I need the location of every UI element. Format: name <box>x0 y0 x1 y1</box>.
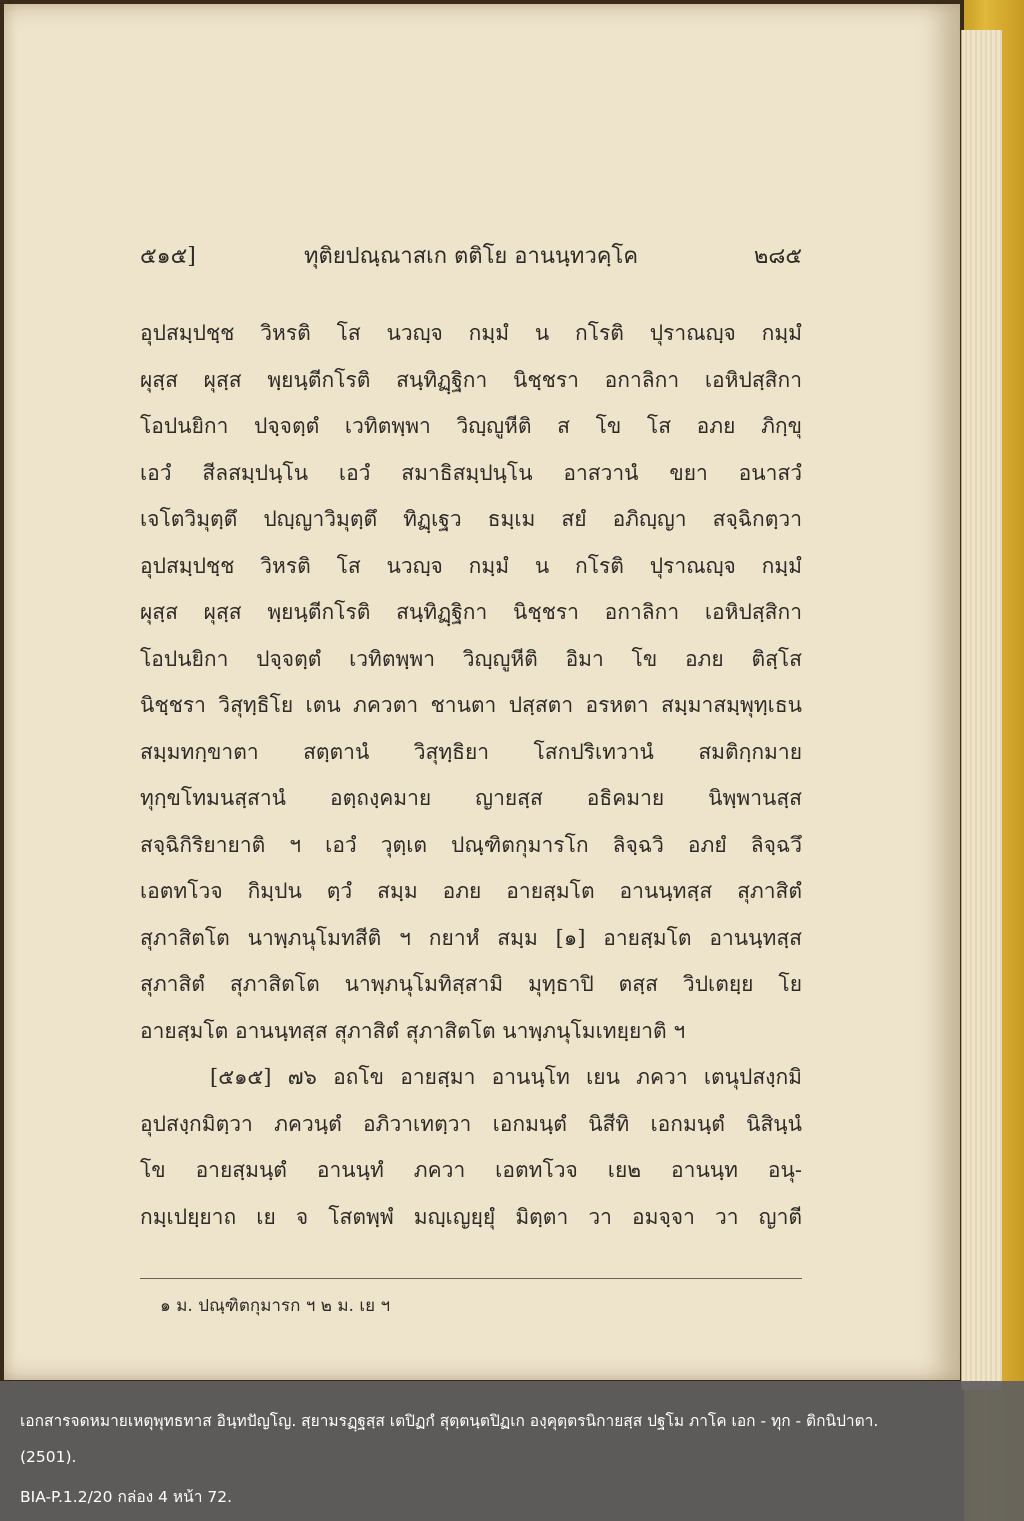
text-line: เอวํ สีลสมฺปนฺโน เอวํ สมาธิสมฺปนฺโน อาสวานํ ขยา อนาสวํ <box>140 460 802 485</box>
text-line: เอตทโวจ กิมฺปน ตฺวํ สมฺม อภย อายสฺมโต อานนฺทสฺส สุภาสิตํ <box>140 879 802 903</box>
text-line-paragraph-start: [๕๑๕] ๗๖ อถโข อายสฺมา อานนฺโท เยน ภควา เตนุปสงฺกมิ <box>210 1065 802 1089</box>
footnote-divider <box>140 1278 802 1279</box>
text-line: อุปสมฺปชฺช วิหรติ โส นวญฺจ กมฺมํ น กโรติ ปุราณญฺจ กมฺมํ <box>140 553 802 578</box>
text-line: กมฺเปยฺยาถ เย จ โสตพฺพํ มญฺเญยฺยุํ มิตฺตา วา อมจฺจา วา ญาตี <box>140 1204 802 1229</box>
text-line: อายสฺมโต อานนฺทสฺส สุภาสิตํ สุภาสิตโต นาพฺภนุโมเทยฺยาติ ฯ <box>140 1018 686 1043</box>
text-line: สมฺมทกฺขาตา สตฺตานํ วิสุทฺธิยา โสกปริเทวานํ สมติกฺกมาย <box>140 739 802 764</box>
page-edges <box>961 30 1002 1390</box>
text-line: ผุสฺส ผุสฺส พฺยนฺตีกโรติ สนฺทิฏฺฐิกา นิชฺชรา อกาลิกา เอหิปสฺสิกา <box>140 600 802 624</box>
archive-caption <box>0 1381 1024 1521</box>
caption-title: เอกสารจดหมายเหตุพุทธทาส อินฺทปัญโญ. สฺยามรฏฺฐสฺส เตปิฏกํ สุตฺตนฺตปิฏเก องฺคุตฺตรนิกายสฺส ปฐโม ภาโค เอก - ทุก - ติกนิปาตา. <box>20 1412 879 1430</box>
footnote: ๑ ม. ปณฺฑิตกุมารก ฯ ๒ ม. เย ฯ <box>160 1296 391 1316</box>
text-line: โข อายสฺมนฺตํ อานนฺทํ ภควา เอตทโวจ เย๒ อานนฺท อนุ- <box>140 1158 802 1182</box>
text-line: เจโตวิมุตฺตึ ปญฺญาวิมุตฺตึ ทิฏฺเฐว ธมฺเม สยํ อภิญฺญา สจฺฉิกตฺวา <box>140 507 802 531</box>
running-header <box>140 238 802 278</box>
text-line: โอปนยิกา ปจฺจตฺตํ เวทิตพฺพา วิญฺญูหีติ อิมา โข อภย ติสฺโส <box>140 646 802 671</box>
header-section-number: ๕๑๕] <box>140 244 196 269</box>
text-line: สุภาสิตํ สุภาสิตโต นาพฺภนุโมทิสฺสามิ มุทฺธาปิ ตสฺส วิปเตยฺย โย <box>140 972 802 996</box>
caption-reference: BIA-P.1.2/20 กล่อง 4 หน้า 72. <box>20 1488 233 1506</box>
caption-year: (2501). <box>20 1448 77 1466</box>
text-line: สุภาสิตโต นาพฺภนุโมทสีติ ฯ กยาหํ สมฺม [๑] อายสฺมโต อานนฺทสฺส <box>140 925 802 950</box>
text-line: นิชฺชรา วิสุทฺธิโย เตน ภควตา ชานตา ปสฺสตา อรหตา สมฺมาสมฺพุทฺเธน <box>140 693 802 717</box>
text-line: ทุกฺขโทมนสฺสานํ อตฺถงฺคมาย ญายสฺส อธิคมาย นิพฺพานสฺส <box>140 786 802 810</box>
text-line: สจฺฉิกิริยายาติ ฯ เอวํ วุตฺเต ปณฺฑิตกุมารโก ลิจฺฉวิ อภยํ ลิจฺฉวึ <box>140 832 802 857</box>
body-text <box>140 310 802 1240</box>
text-line: อุปสงฺกมิตฺวา ภควนฺตํ อภิวาเทตฺวา เอกมนฺตํ นิสีทิ เอกมนฺตํ นิสินฺนํ <box>140 1111 802 1136</box>
text-line: ผุสฺส ผุสฺส พฺยนฺตีกโรติ สนฺทิฏฺฐิกา นิชฺชรา อกาลิกา เอหิปสฺสิกา <box>140 367 802 392</box>
text-line: โอปนยิกา ปจฺจตฺตํ เวทิตพฺพา วิญฺญูหีติ ส โข โส อภย ภิกฺขุ <box>140 414 802 438</box>
page-number: ๒๘๕ <box>753 244 802 269</box>
text-line: อุปสมฺปชฺช วิหรติ โส นวญฺจ กมฺมํ น กโรติ ปุราณญฺจ กมฺมํ <box>140 321 802 345</box>
header-title: ทุติยปณฺณาสเก ตติโย อานนฺทวคฺโค <box>303 244 639 269</box>
